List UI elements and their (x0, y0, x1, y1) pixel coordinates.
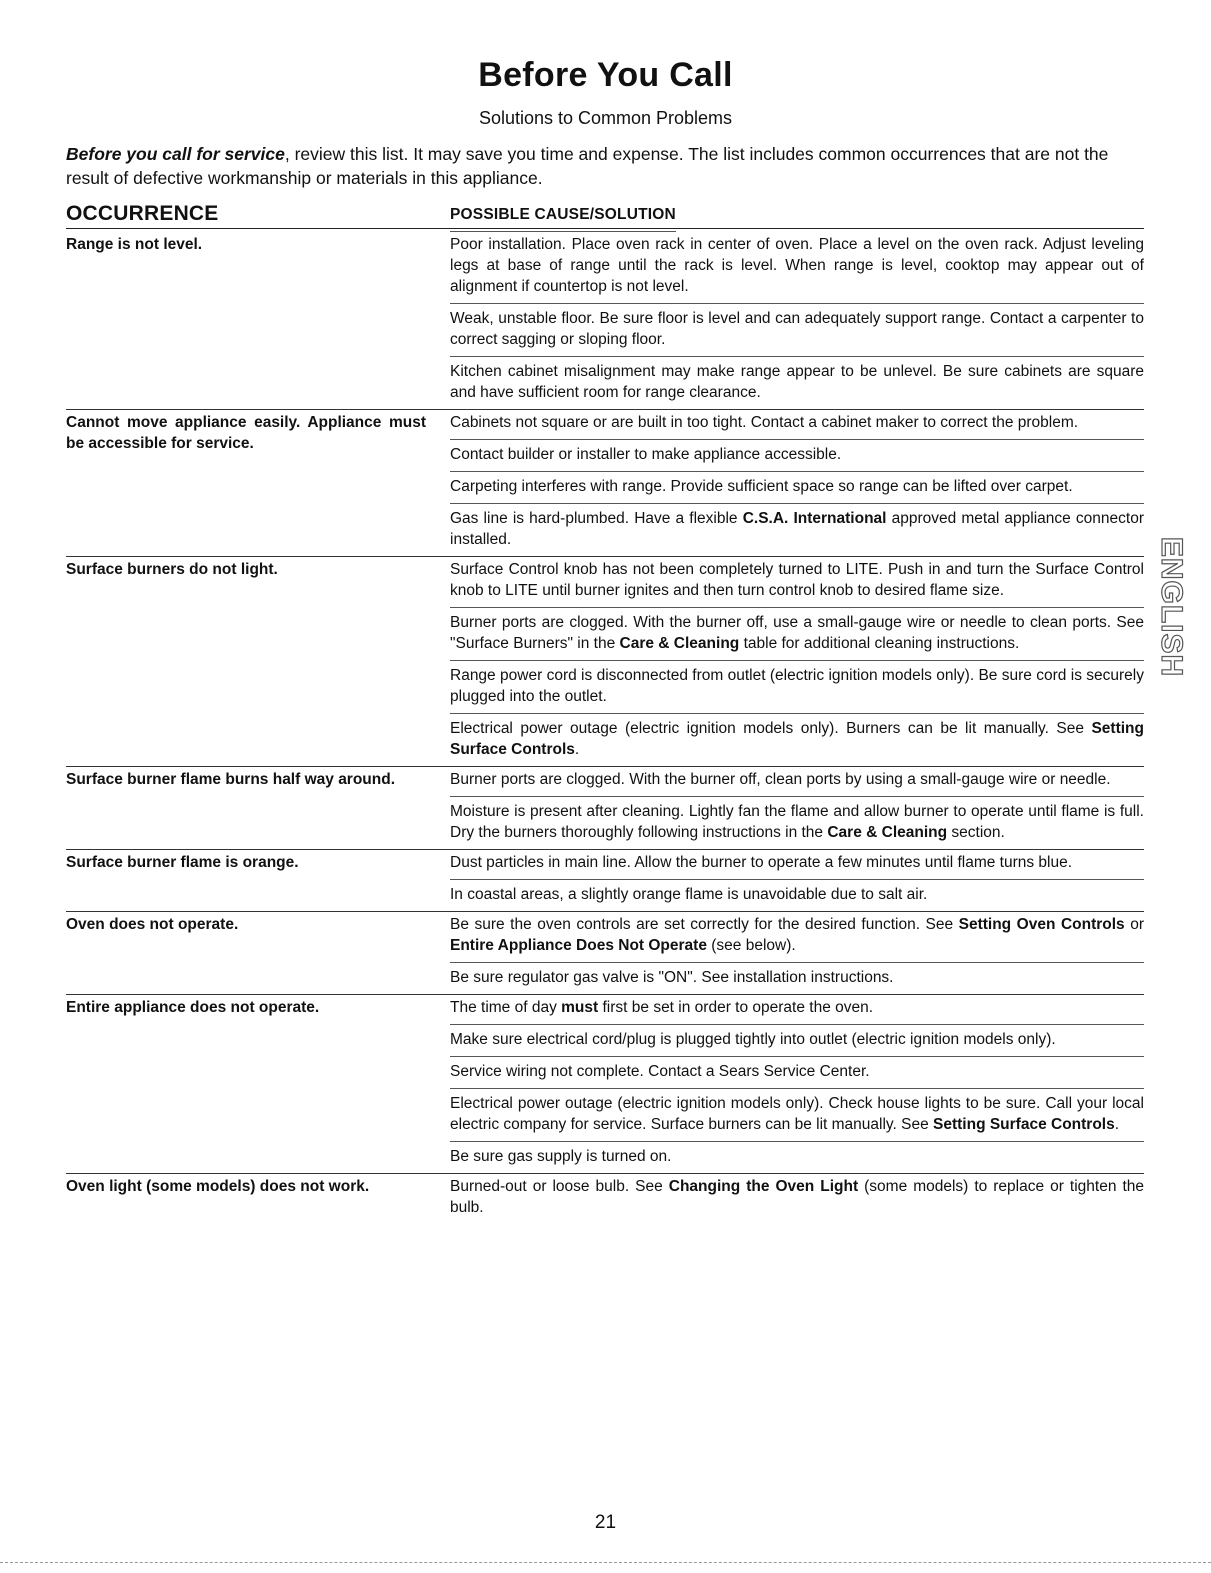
solution-item (450, 995, 1144, 1025)
solution-text: Range power cord is disconnected from outlet (electric ignition models only). Be sure cord is securely plugged into the outlet. (450, 667, 1144, 705)
solution-item (450, 1057, 1144, 1089)
solution-text: approved metal appliance connector installed. (450, 510, 1144, 548)
solution-cell (450, 912, 1144, 994)
solution-text: Electrical power outage (electric ignition models only). Check house lights to be sure. Call your local electric company for service. Surface burners can be lit manually. See (450, 1095, 1144, 1133)
language-side-tab (1150, 532, 1190, 682)
solution-text: Weak, unstable floor. Be sure floor is level and can adequately support range. Contact a carpenter to correct sagging or sloping floor. (450, 310, 1144, 348)
solution-item (450, 880, 1144, 911)
solution-item (450, 912, 1144, 963)
solution-cell (450, 410, 1144, 556)
solution-item (450, 714, 1144, 766)
solution-text: Make sure electrical cord/plug is plugged tightly into outlet (electric ignition models only). (450, 1031, 1056, 1048)
table-row (66, 850, 1144, 912)
solution-text: Burned-out or loose bulb. See (450, 1178, 669, 1195)
solution-item (450, 608, 1144, 661)
intro-text: , review this list. It may save you time and expense. The list includes common occurrences that are not the result of defective workmanship or materials in this appliance. (66, 144, 1109, 188)
solution-emphasis: Care & Cleaning (619, 635, 740, 652)
occurrence-cell: Entire appliance does not operate. (66, 999, 320, 1016)
solution-cell (450, 850, 1144, 911)
solution-cell (450, 995, 1144, 1173)
solution-cell (450, 557, 1144, 766)
solution-emphasis: Entire Appliance Does Not Operate (450, 937, 707, 954)
side-tab-label: ENGLISH (1155, 536, 1189, 678)
solution-text: Cabinets not square or are built in too tight. Contact a cabinet maker to correct the problem. (450, 414, 1079, 431)
solution-text: Electrical power outage (electric ignition models only). Burners can be lit manually. See (450, 720, 1092, 737)
solution-item (450, 410, 1144, 440)
solution-text: (see below). (706, 937, 796, 954)
intro-lead: Before you call for service (66, 144, 285, 164)
solution-text: Service wiring not complete. Contact a Sears Service Center. (450, 1063, 870, 1080)
solution-emphasis: Changing the Oven Light (668, 1178, 859, 1195)
solution-item (450, 1174, 1144, 1224)
intro-paragraph (66, 142, 1146, 190)
table-row (66, 767, 1144, 850)
solution-text: section. (947, 824, 1005, 841)
solution-emphasis: C.S.A. International (742, 510, 887, 527)
solution-text: Poor installation. Place oven rack in center of oven. Place a level on the oven rack. Adjust leveling legs at base of range until the rack is level. When range is level, cooktop may appear out of alignment if countertop is not level. (450, 236, 1144, 295)
solution-emphasis: Setting Oven Controls (958, 916, 1125, 933)
page-title: Before You Call (478, 56, 733, 94)
table-row (66, 557, 1144, 767)
solution-item (450, 357, 1144, 409)
occurrence-cell: Oven does not operate. (66, 916, 239, 933)
table-row (66, 410, 1144, 557)
solution-emphasis: must (561, 999, 599, 1016)
solution-text: Be sure regulator gas valve is "ON". See installation instructions. (450, 969, 894, 986)
solution-cell (450, 232, 1144, 409)
solution-text: Gas line is hard-plumbed. Have a flexible (450, 510, 743, 527)
solution-text: In coastal areas, a slightly orange flame is unavoidable due to salt air. (450, 886, 928, 903)
solution-text: . (574, 741, 580, 758)
solution-text: The time of day (450, 999, 562, 1016)
solution-item (450, 797, 1144, 849)
solution-column-header: POSSIBLE CAUSE/SOLUTION (450, 202, 676, 232)
solution-item (450, 304, 1144, 357)
occurrence-column-header: OCCURRENCE (66, 202, 219, 225)
solution-emphasis: Care & Cleaning (827, 824, 948, 841)
solution-text: Be sure the oven controls are set correctly for the desired function. See (450, 916, 959, 933)
page-number: 21 (594, 1512, 617, 1533)
occurrence-cell: Cannot move appliance easily. Appliance must be accessible for service. (66, 414, 426, 452)
solution-item (450, 767, 1144, 797)
solution-text: table for additional cleaning instructions. (739, 635, 1020, 652)
header-divider (66, 228, 1144, 229)
table-row (66, 232, 1144, 410)
solution-text: (some models) to replace or tighten the bulb. (450, 1178, 1144, 1216)
solution-text: Burner ports are clogged. With the burner off, use a small-gauge wire or needle to clean ports. See "Surface Burners" in the (450, 614, 1144, 652)
solution-text: Carpeting interferes with range. Provide sufficient space so range can be lifted over carpet. (450, 478, 1073, 495)
solution-text: Kitchen cabinet misalignment may make range appear to be unlevel. Be sure cabinets are square and have sufficient room for range clearance. (450, 363, 1144, 401)
solution-text: Surface Control knob has not been completely turned to LITE. Push in and turn the Surface Control knob to LITE until burner ignites and then turn control knob to desired flame size. (450, 561, 1144, 599)
table-row (66, 995, 1144, 1174)
solution-item (450, 504, 1144, 556)
occurrence-cell: Range is not level. (66, 236, 203, 253)
solution-item (450, 440, 1144, 472)
occurrence-cell: Oven light (some models) does not work. (66, 1178, 370, 1195)
solution-item (450, 1089, 1144, 1142)
solution-cell (450, 767, 1144, 849)
solution-item (450, 1025, 1144, 1057)
solution-text: Dust particles in main line. Allow the burner to operate a few minutes until flame turns blue. (450, 854, 1073, 871)
solution-text: Contact builder or installer to make appliance accessible. (450, 446, 842, 463)
table-row (66, 912, 1144, 995)
solution-item (450, 661, 1144, 714)
solution-item (450, 557, 1144, 608)
solution-text: Be sure gas supply is turned on. (450, 1148, 672, 1165)
solution-text: Burner ports are clogged. With the burner off, clean ports by using a small-gauge wire or needle. (450, 771, 1111, 788)
solution-item (450, 850, 1144, 880)
solution-text: or (1124, 916, 1144, 933)
occurrence-cell: Surface burners do not light. (66, 561, 278, 578)
solution-item (450, 232, 1144, 304)
troubleshooting-table (66, 232, 1144, 1224)
solution-text: Moisture is present after cleaning. Lightly fan the flame and allow burner to operate until flame is full. Dry the burners thoroughly following instructions in the (450, 803, 1144, 841)
table-row (66, 1174, 1144, 1224)
solution-emphasis: Setting Surface Controls (450, 720, 1144, 758)
bottom-scan-line (0, 1562, 1211, 1563)
solution-item (450, 1142, 1144, 1173)
solution-text: . (1114, 1116, 1120, 1133)
occurrence-cell: Surface burner flame burns half way around. (66, 771, 396, 788)
solution-emphasis: Setting Surface Controls (933, 1116, 1115, 1133)
solution-item (450, 963, 1144, 994)
solution-cell (450, 1174, 1144, 1224)
solution-item (450, 472, 1144, 504)
page-subtitle: Solutions to Common Problems (478, 108, 733, 128)
solution-text: first be set in order to operate the oven. (598, 999, 874, 1016)
occurrence-cell: Surface burner flame is orange. (66, 854, 299, 871)
